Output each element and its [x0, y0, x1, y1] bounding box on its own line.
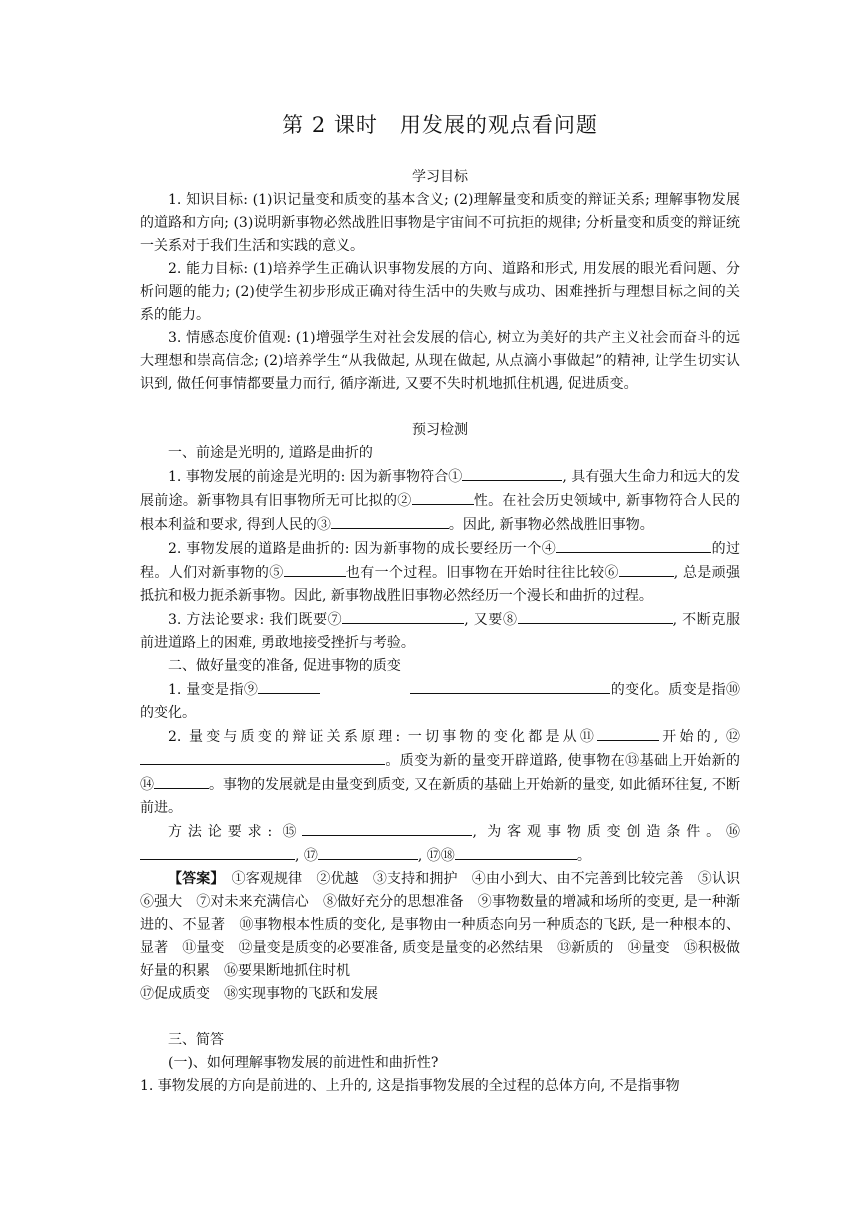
- answer-label: 【答案】: [168, 871, 218, 887]
- answer-blank-3[interactable]: [331, 513, 449, 529]
- question-3: 3. 方法论要求: 我们既要⑦ , 又要⑧ , 不断克服前进道路上的困难, 勇敢地接受挫折与考验。: [140, 608, 740, 655]
- answer-blank-9b[interactable]: [410, 678, 610, 694]
- question-4: 1. 量变是指⑨ 的变化。质变是指⑩的变化。: [140, 678, 740, 725]
- answer-text: ①客观规律 ②优越 ③支持和拥护 ④由小到大、由不完善到比较完善 ⑤认识 ⑥强大 ⑦对未来充满信心 ⑧做好充分的思想准备 ⑨事物数量的增减和场所的变更, 是一种渐进的、不显著 ⑩事物根本性质的变化, 是事物由一种质态向另一种质态的飞跃, 是一种根本的、显著 ⑪量变 ⑫量变是质变的必要准备, 质变是量变的必然结果 ⑬新质的 ⑭量变 ⑮积极做好量的积累 ⑯要果断地抓住时机: [140, 871, 754, 979]
- answer-blank-1[interactable]: [462, 465, 562, 481]
- question-5: 2. 量变与质变的辩证关系原理: 一切事物的变化都是从⑪ 开始的, ⑫。质变为新的量变开辟道路, 使事物在⑬基础上开始新的⑭ 。事物的发展就是由量变到质变, 又在新质的基础上开始新的量变, 如此循环往复, 不断前进。: [140, 725, 740, 820]
- learning-goals-heading: 学习目标: [412, 169, 468, 185]
- short-answer-question-1: (一)、如何理解事物发展的前进性和曲折性?: [168, 1055, 439, 1071]
- question-1: 1. 事物发展的前途是光明的: 因为新事物符合① , 具有强大生命力和远大的发展前途。新事物具有旧事物所无可比拟的② 性。在社会历史领域中, 新事物符合人民的根本利益和要求, 得到人民的③ 。因此, 新事物必然战胜旧事物。: [140, 465, 740, 537]
- answer-blank-12[interactable]: [140, 749, 385, 765]
- answer-blank-6[interactable]: [619, 561, 674, 577]
- knowledge-goal: 1. 知识目标: (1)识记量变和质变的基本含义; (2)理解量变和质变的辩证关系; 理解事物发展的道路和方向; (3)说明新事物必然战胜旧事物是宇宙间不可抗拒的规律; 分析量变和质变的辩证统一关系对于我们生活和实践的意义。: [140, 192, 740, 254]
- ability-goal: 2. 能力目标: (1)培养学生正确认识事物发展的方向、道路和形式, 用发展的眼光看问题、分析问题的能力; (2)使学生初步形成正确对待生活中的失败与成功、困难挫折与理想目标之间的关系的能力。: [140, 261, 740, 323]
- section-three-title: 三、简答: [168, 1032, 224, 1048]
- question-6: 方法论要求: ⑮ , 为客观事物质变创造条件。⑯, ⑰ , ⑰⑱ 。: [140, 820, 740, 868]
- page-title: 第 2 课时 用发展的观点看问题: [282, 113, 598, 137]
- section-two-title: 二、做好量变的准备, 促进事物的质变: [168, 658, 401, 674]
- answer-blank-11[interactable]: [597, 725, 659, 741]
- answer-blank-15[interactable]: [302, 820, 472, 836]
- answer-blank-7[interactable]: [342, 608, 464, 624]
- attitude-goal: 3. 情感态度价值观: (1)增强学生对社会发展的信心, 树立为美好的共产主义社会而奋斗的远大理想和崇高信念; (2)培养学生“从我做起, 从现在做起, 从点滴小事做起”的精神, 让学生切实认识到, 做任何事情都要量力而行, 循序渐进, 又要不失时机地抓住机遇, 促进质变。: [140, 330, 740, 392]
- answer-blank-14[interactable]: [154, 773, 209, 789]
- preview-check-heading: 预习检测: [412, 422, 468, 438]
- answer-blank-18[interactable]: [455, 844, 577, 860]
- question-2: 2. 事物发展的道路是曲折的: 因为新事物的成长要经历一个④ 的过程。人们对新事物的⑤ 也有一个过程。旧事物在开始时往往比较⑥ , 总是顽强抵抗和极力扼杀新事物。因此, 新事物战胜旧事物必然经历一个漫长和曲折的过程。: [140, 537, 740, 608]
- short-answer-paragraph: 1. 事物发展的方向是前进的、上升的, 这是指事物发展的全过程的总体方向, 不是指事物: [140, 1078, 680, 1094]
- answer-blank-16[interactable]: [140, 844, 295, 860]
- answer-blank-2[interactable]: [412, 489, 474, 505]
- section-one-title: 一、前途是光明的, 道路是曲折的: [168, 445, 373, 461]
- answer-blank-4[interactable]: [556, 537, 711, 553]
- answer-blank-9[interactable]: [258, 678, 320, 694]
- answer-blank-5[interactable]: [284, 561, 346, 577]
- answer-blank-17[interactable]: [318, 844, 418, 860]
- answer-key: [140, 868, 754, 983]
- answer-key-continued: ⑰促成质变 ⑱实现事物的飞跃和发展: [140, 986, 378, 1002]
- answer-blank-8[interactable]: [518, 608, 673, 624]
